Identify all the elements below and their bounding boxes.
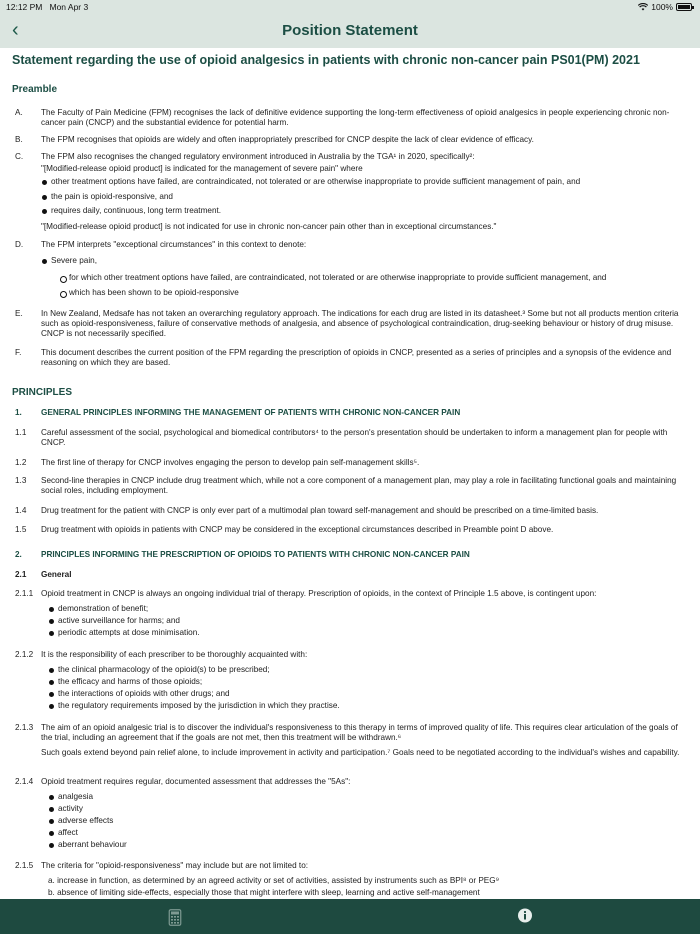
calculator-icon bbox=[169, 909, 182, 926]
status-time: 12:12 PM Mon Apr 3 bbox=[6, 2, 89, 12]
status-bar bbox=[0, 0, 700, 14]
list-item: activity bbox=[58, 804, 84, 813]
list-item: periodic attempts at dose minimisation. bbox=[58, 628, 200, 637]
back-button[interactable]: ‹ bbox=[12, 19, 19, 41]
preamble-c-quote-1: "[Modified-release opioid product] is indicated for the management of severe pain" where bbox=[41, 164, 363, 173]
info-icon bbox=[518, 908, 533, 923]
list-item: Severe pain, bbox=[51, 256, 97, 265]
list-item: aberrant behaviour bbox=[58, 840, 127, 849]
nav-bar bbox=[0, 14, 700, 48]
tab-bar bbox=[0, 899, 700, 934]
tab-info[interactable] bbox=[350, 899, 700, 934]
list-item: the clinical pharmacology of the opioid(s) to be prescribed; bbox=[58, 665, 270, 674]
list-item: the interactions of opioids with other drugs; and bbox=[58, 689, 230, 698]
tab-calculator[interactable] bbox=[0, 899, 350, 934]
battery-percent: 100% bbox=[651, 2, 673, 12]
list-item: the efficacy and harms of those opioids; bbox=[58, 677, 203, 686]
list-item: analgesia bbox=[58, 792, 94, 801]
sub-list-item: which has been shown to be opioid-responsive bbox=[69, 288, 239, 297]
principles-heading: PRINCIPLES bbox=[12, 387, 73, 398]
list-item: the pain is opioid-responsive, and bbox=[51, 192, 173, 201]
list-item: affect bbox=[58, 828, 78, 837]
list-item: the regulatory requirements imposed by the jurisdiction in which they practise. bbox=[58, 701, 340, 710]
page-title: Position Statement bbox=[282, 22, 418, 39]
list-item: demonstration of benefit; bbox=[58, 604, 149, 613]
list-item: other treatment options have failed, are contraindicated, not tolerated or are otherwise inappropriate to provide sufficient management of pain, and bbox=[51, 177, 581, 186]
principle-2-1-3-goals: Such goals extend beyond pain relief alone, to include improvement in activity and participation.⁷ Goals need to be negotiated according to the individual's wishes and capability. bbox=[41, 748, 680, 757]
list-item: adverse effects bbox=[58, 816, 114, 825]
preamble-heading: Preamble bbox=[12, 84, 58, 95]
list-item: requires daily, continuous, long term treatment. bbox=[51, 206, 222, 215]
sub-list-item: for which other treatment options have failed, are contraindicated, not tolerated or are otherwise inappropriate to provide sufficient management, and bbox=[69, 273, 607, 282]
list-item: active surveillance for harms; and bbox=[58, 616, 180, 625]
list-item: a. increase in function, as determined by an agreed activity or set of activities, assisted by instruments such as BPI⁸ or PEG⁹ bbox=[48, 876, 500, 885]
wifi-icon bbox=[638, 3, 648, 11]
document-content[interactable]: Statement regarding the use of opioid analgesics in patients with chronic non-cancer pain PS01(PM) 2021 Preamble A. The Faculty of Pain Medicine (FPM) recognises the lack of definitive evidence supporting the long-term effectiveness of opioid analgesics in people experiencing chronic non-cancer pain (CNCP) and the substantial evidence for potential harm. B. The FPM recognises that opioids are widely and often inappropriately prescribed for CNCP despite the lack of clear evidence of efficacy. C. The FPM also recognises the changed regulatory environment introduced in Australia by the TGA¹ in 2020, specifically²: "[Modified-release opioid product] is indicated for the management of severe pain" where other treatment options have failed, are contraindicated, not tolerated or are otherwise inappropriate to provide sufficient management of pain, and the pain is opioid-responsive, and requires daily, continuous, long term treatment. "[Modified-release opioid product] is not indicated for use in chronic non-cancer pain other than in exceptional circumstances." D. The FPM interprets "exceptional circumstances" in this context to denote: Severe pain, for which other treatment options have failed, are contraindicated, not tolerated or are otherwise inappropriate to provide sufficient management, and which has been shown to be opioid-responsive E. In New Zealand, Medsafe has not taken an overarching regulatory approach. The indications for each drug are listed in its datasheet.³ Some but not all products mention criteria such as opioid-responsiveness, failure of conservative methods of analgesia, and absence of psychological contraindication, drug-seeking behaviour or history of drug misuse. CNCP is not necessarily specified. F. This document describes the current position of the FPM regarding the prescription of opioids in CNCP, presented as a series of principles and a synopsis of the evidence and reasoning on which they are based. PRINCIPLES 1. GENERAL PRINCIPLES INFORMING THE MANAGEMENT OF PATIENTS WITH CHRONIC NON-CANCER PAIN 1.1 Careful assessment of the social, psychological and biomedical contributors⁴ to the person's presentation should be undertaken to inform a management plan for people with CNCP. 1.2 The first line of therapy for CNCP involves engaging the person to develop pain self-management skills⁵. 1.3 Second-line therapies in CNCP include drug treatment which, while not a core component of a management plan, may play a role in facilitating functional goals and maintaining social roles, including employment. 1.4 Drug treatment for the patient with CNCP is only ever part of a multimodal plan toward self-management and should be prescribed on a time-limited basis. 1.5 Drug treatment with opioids in patients with CNCP may be considered in the exceptional circumstances described in Preamble point D above. 2. PRINCIPLES INFORMING THE PRESCRIPTION OF OPIOIDS TO PATIENTS WITH CHRONIC NON-CANCER PAIN 2.1 General 2.1.1 Opioid treatment in CNCP is always an ongoing individual trial of therapy. Prescription of opioids, in the context of Principle 1.5 above, is contingent upon: demonstration of benefit; active surveillance for harms; and periodic attempts at dose minimisation. 2.1.2 It is the responsibility of each prescriber to be thoroughly acquainted with: the clinical pharmacology of the opioid(s) to be prescribed; the efficacy and harms of those opioids; the interactions of opioids with other drugs; and the regulatory requirements imposed by the jurisdiction in which they practise. 2.1.3 The aim of an opioid analgesic trial is to discover the individual's responsiveness to this therapy in terms of improved quality of life. This requires clear articulation of the goals of the trial, including an agreement that if the goals are not met, then this treatment will be withdrawn.⁶ Such goals extend beyond pain relief alone, to include improvement in activity and participation.⁷ Goals need to be negotiated according to the individual's wishes and capability. 2.1.4 Opioid treatment requires regular, documented assessment that addresses the "5As": analgesia activity adverse effects affect aberrant behaviour 2.1.5 The criteria for "opioid-responsiveness" may include but are not limited to: a. increase in function, as determined by an agreed activity or set of activities, assisted by instruments such as BPI⁸ or PEG⁹ b. absence of limiting side-effects, especially those that might interfere with sleep, learning and active self-management bbox=[0, 48, 700, 899]
list-item: b. absence of limiting side-effects, especially those that might interfere with sleep, learning and active self-management bbox=[48, 888, 480, 897]
document-title: Statement regarding the use of opioid analgesics in patients with chronic non-cancer pain PS01(PM) 2021 bbox=[12, 53, 640, 67]
battery-icon bbox=[676, 3, 692, 11]
status-right bbox=[638, 2, 692, 12]
preamble-c-quote-2: "[Modified-release opioid product] is not indicated for use in chronic non-cancer pain other than in exceptional circumstances." bbox=[41, 222, 497, 231]
